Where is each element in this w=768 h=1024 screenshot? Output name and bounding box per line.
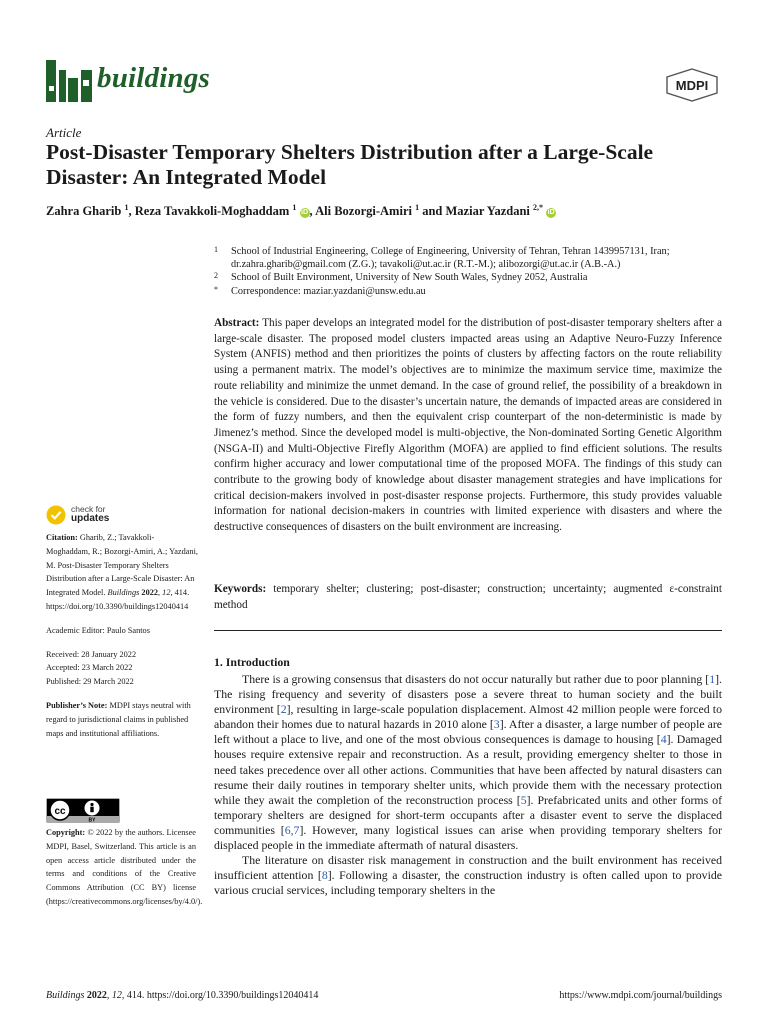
keywords-text: temporary shelter; clustering; post-disaster; construction; uncertainty; augmented ε-constraint method: [214, 583, 723, 611]
paragraph-text: ]. The rising frequency and severity of disasters pose a severe threat to human society and the built environment [: [214, 672, 722, 717]
check-line-2: updates: [71, 513, 110, 524]
orcid-icon[interactable]: iD: [547, 209, 555, 217]
keywords-label: Keywords:: [214, 583, 267, 595]
citation-label: Citation:: [46, 533, 78, 542]
received-date: Received: 28 January 2022: [46, 649, 137, 659]
svg-text:BY: BY: [88, 817, 96, 823]
reference-link[interactable]: 8: [321, 868, 328, 883]
footer-journal-url[interactable]: https://www.mdpi.com/journal/buildings: [559, 990, 722, 1001]
affiliation-text: School of Built Environment, University of New South Wales, Sydney 2052, Australia: [231, 272, 588, 284]
keywords: [214, 582, 722, 613]
citation-year: 2022: [141, 588, 159, 598]
affiliation-mark: 2: [214, 271, 218, 281]
paragraph: [214, 672, 722, 853]
footer-citation: Buildings 2022, 12, 414. https://doi.org/10.3390/buildings12040414: [46, 990, 319, 1001]
academic-editor: Academic Editor: Paulo Santos: [46, 625, 150, 635]
check-for-updates-button[interactable]: [46, 504, 176, 528]
reference-link[interactable]: 2: [280, 702, 287, 717]
reference-link[interactable]: 3: [493, 717, 500, 732]
reference-link[interactable]: 5: [520, 792, 527, 807]
affiliation-item: [214, 285, 724, 298]
paragraph-text: ], resulting in large-scale population displacement. Almost 42 million people were forced to abandon their homes due to natural hazards in 2010 alone [: [214, 702, 722, 732]
author-list: [46, 203, 556, 219]
section-heading-introduction: 1. Introduction: [214, 655, 290, 669]
affiliations: [214, 245, 724, 298]
paragraph-text: ]. Following a disaster, the construction industry is often called upon to provide various crucial services, including temporary shelters in the: [214, 868, 722, 898]
reference-link[interactable]: 6,7: [284, 822, 300, 837]
copyright-label: Copyright:: [46, 828, 86, 837]
affiliation-text: Correspondence: maziar.yazdani@unsw.edu.au: [231, 285, 426, 297]
author-affiliation-mark: 1: [124, 203, 129, 212]
author-name[interactable]: Ali Bozorgi-Amiri: [315, 204, 412, 219]
svg-text:cc: cc: [54, 806, 66, 817]
paragraph-text: ]. After a disaster, a large number of people are left without a place to live, and one of the most obvious consequences is damage to housing [: [214, 717, 723, 747]
abstract: [214, 316, 722, 536]
affiliation-mark: 1: [214, 245, 218, 254]
author-affiliation-mark: 2,*: [533, 203, 543, 212]
affiliation-item: [214, 271, 724, 284]
mdpi-logo-icon[interactable]: [664, 68, 720, 102]
affiliation-text: School of Industrial Engineering, College of Engineering, University of Tehran, Tehran 1439957131, Iran; dr.zahra.gharib@gmail.com (Z.G.); tavakoli@ut.ac.ir (R.T.-M.); alibozorgi@ut.ac.ir (A.B.-A.): [231, 246, 670, 271]
introduction-body: [214, 672, 722, 898]
journal-name[interactable]: buildings: [97, 62, 211, 94]
author-affiliation-mark: 1: [292, 203, 297, 212]
author-separator: ,: [128, 204, 135, 219]
author-name[interactable]: Maziar Yazdani: [445, 204, 530, 219]
abstract-text: This paper develops an integrated model for the distribution of post-disaster temporary shelters after a large-scale disaster. The proposed model clusters impacted areas using an Adaptive Neuro-Fuzzy Inference System (ANFIS) method and then prioritizes the points of clusters by affecting factors on the route reliability using a permanent matrix. The model’s objectives are to minimize the maximum service time, maximize the route reliability and minimize the unmet demand. In the case of ground relief, the possibility of a breakdown in the vehicle is considered. Due to the disaster’s uncertain nature, the demands of impacted areas are considered in the form of fuzzy numbers, and then the equivalent crisp counterpart of the non-deterministic is made by Jimenez’s method. Since the developed model is multi-objective, the Non-dominated Sorting Genetic Algorithm (NSGA-II) and Multi-Objective Firefly Algorithm (MOFA) are applied to find efficient solutions. The results confirm higher accuracy and lower computational time of the proposed MOFA. The findings of this study can contribute to the growing body of knowledge about disaster management strategies and have implications for critical decision-makers involved in post-disaster response projects. Furthermore, this study provides valuable information for national decision-makers in countries with limited experience with disasters and where the destructive consequences of disasters on the built environment are increasing.: [214, 317, 722, 534]
paragraph-text: ]. Prefabricated units and other forms of temporary shelters are designed for short-term occupants after a disaster event to serve the displaced communities [: [214, 792, 723, 837]
paragraph: [214, 853, 722, 898]
affiliation-item: [214, 245, 724, 271]
affiliation-mark: *: [214, 284, 218, 294]
reference-link[interactable]: 4: [660, 732, 667, 747]
buildings-logo-icon: [46, 60, 92, 102]
footer-doi[interactable]: , 414. https://doi.org/10.3390/buildings12040414: [121, 990, 319, 1001]
article-type: Article: [46, 125, 82, 140]
citation-doi[interactable]: , 414. https://doi.org/10.3390/buildings12040414: [46, 588, 190, 611]
author-affiliation-mark: 1: [415, 203, 420, 212]
citation-text: Gharib, Z.; Tavakkoli-Moghaddam, R.; Bozorgi-Amiri, A.; Yazdani, M. Post-Disaster Temporary Shelters Distribution after a Large-Scale Disaster: An Integrated Model.: [46, 533, 198, 598]
reference-link[interactable]: 1: [709, 672, 716, 686]
footer-journal: Buildings: [46, 990, 85, 1001]
cc-by-license-icon[interactable]: [46, 798, 120, 823]
author-name[interactable]: Zahra Gharib: [46, 204, 122, 219]
footer-volume: 12: [111, 990, 122, 1001]
orcid-icon[interactable]: iD: [301, 209, 309, 217]
copyright-block: [46, 826, 203, 909]
publisher-note-text: MDPI stays neutral with regard to jurisdictional claims in published maps and institutional affiliations.: [46, 700, 191, 738]
check-line-1: check for: [71, 504, 106, 514]
section-divider: [214, 630, 722, 631]
article-title: Post-Disaster Temporary Shelters Distribution after a Large-Scale Disaster: An Integrated Model: [46, 140, 654, 189]
accepted-date: Accepted: 23 March 2022: [46, 663, 133, 673]
check-for-updates-icon: [46, 505, 66, 525]
paragraph-text: ]. However, many logistical issues can arise when providing temporary shelters for displaced people in the immediate aftermath of natural disasters.: [214, 822, 722, 853]
author-separator: and: [419, 204, 446, 219]
author-name[interactable]: Reza Tavakkoli-Moghaddam: [134, 204, 290, 219]
publisher-note-label: Publisher’s Note:: [46, 700, 108, 710]
mdpi-logo-text: MDPI: [675, 78, 709, 93]
citation-journal: Buildings: [107, 588, 140, 598]
published-date: Published: 29 March 2022: [46, 677, 134, 687]
copyright-text: © 2022 by the authors. Licensee MDPI, Basel, Switzerland. This article is an open access article distributed under the terms and conditions of the Creative Commons Attribution (CC BY) license (https://creativecommons.org/licenses/by/4.0/).: [46, 828, 203, 906]
abstract-label: Abstract:: [214, 317, 260, 329]
footer-year: 2022: [86, 990, 107, 1001]
citation-volume: 12: [162, 588, 171, 598]
paragraph-text: The literature on disaster risk management in construction and the built environment has received insufficient attention [: [214, 853, 722, 883]
paragraph-text: There is a growing consensus that disasters do not occur naturally but rather due to poor planning [: [242, 672, 710, 686]
author-separator: ,: [309, 204, 316, 219]
citation-block: Citation: Gharib, Z.; Tavakkoli-Moghaddam, R.; Bozorgi-Amiri, A.; Yazdani, M. Post-Disaster Temporary Shelters Distribution after a Large-Scale Disaster: An Integrated Model. Buildings 2022, 12, 414. https://doi.org/10.3390/buildings12040414 Academic Editor: Paulo Santos Received: 28 January 2022 Accepted: 23 March 2022 Published: 29 March 2022 Publisher’s Note: MDPI stays neutral with regard to jurisdictional claims in published maps and institutional affiliations.: [46, 533, 198, 738]
paragraph-text: ]. Damaged houses require extensive repair and reconstruction. As a result, providing emergency shelter to those in need takes precedence over all other actions. Communities that have been affected by natural disasters can resume their daily routines in temporary shelter units, which provide them with the necessary protection while they await the completion of the reconstruction process [: [214, 732, 722, 807]
